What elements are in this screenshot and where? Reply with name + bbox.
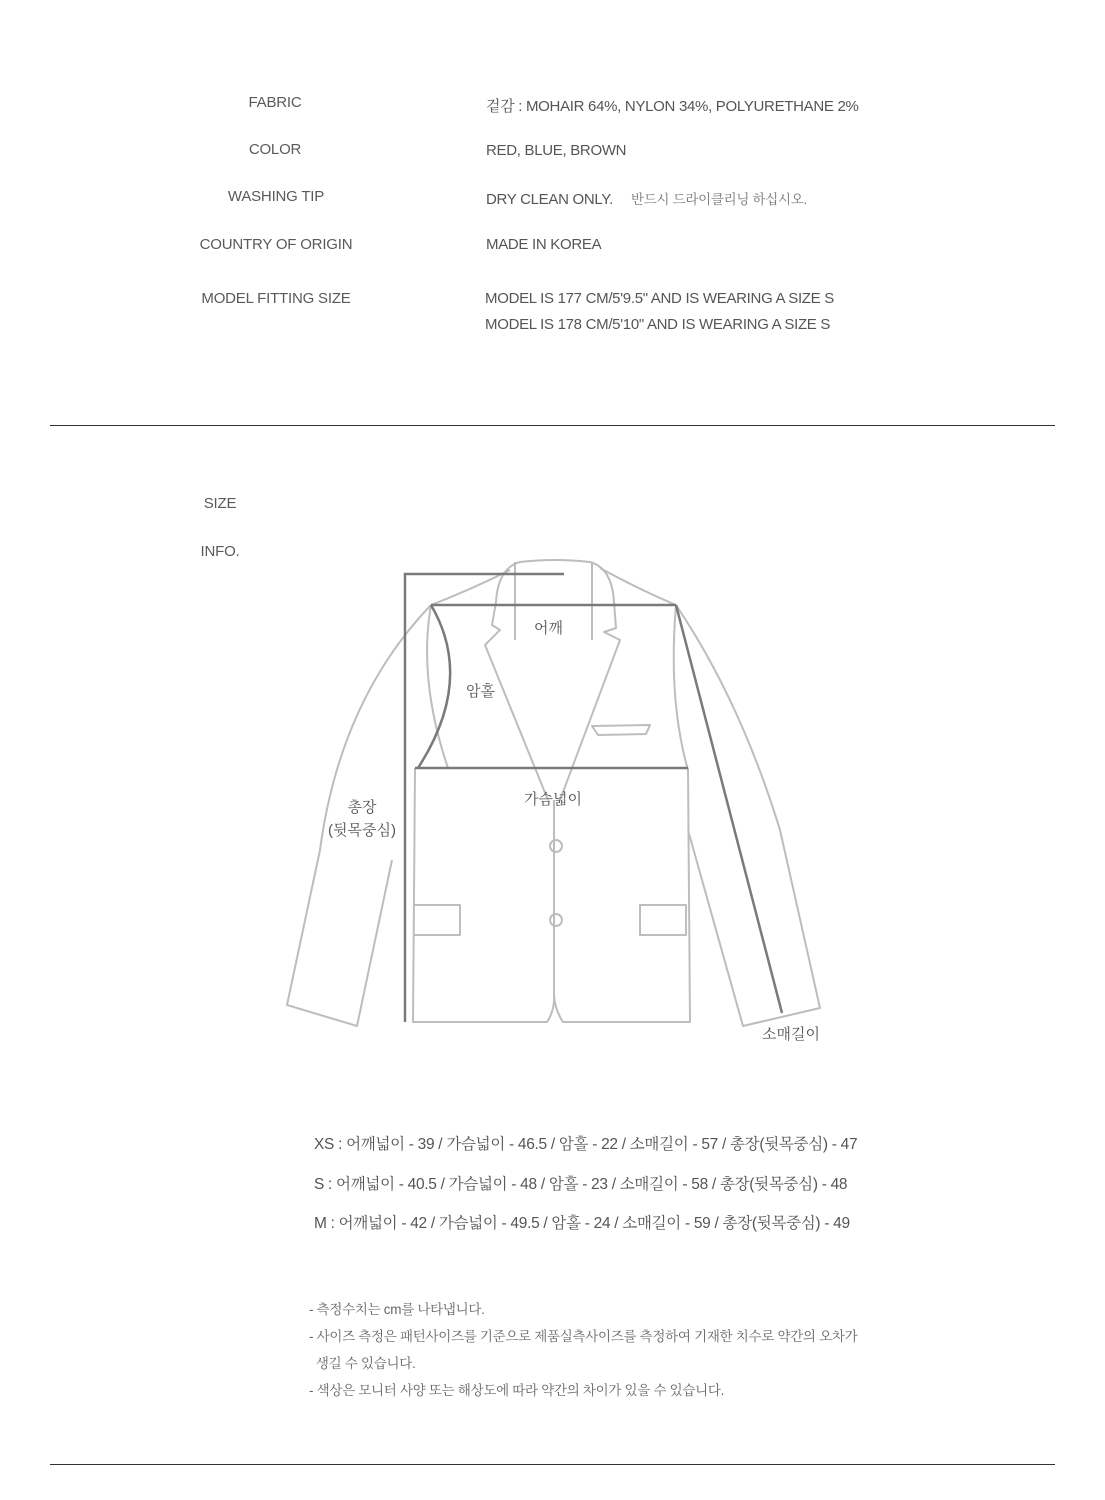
note-1: - 측정수치는 cm를 나타냅니다. xyxy=(309,1302,485,1317)
spec-value-fabric: 겉감 : MOHAIR 64%, NYLON 34%, POLYURETHANE 2% xyxy=(486,98,859,115)
spec-value-model-fitting-2: MODEL IS 178 CM/5'10" AND IS WEARING A SIZE S xyxy=(485,316,831,333)
spec-label-model-fitting-size: MODEL FITTING SIZE xyxy=(201,290,351,307)
spec-label-washing-tip: WASHING TIP xyxy=(227,188,325,205)
size-row-m: M : 어깨넓이 - 42 / 가슴넓이 - 49.5 / 암홀 - 24 / 소매길이 - 59 / 총장(뒷목중심) - 49 xyxy=(314,1215,850,1232)
note-3: 생길 수 있습니다. xyxy=(309,1356,416,1371)
spec-label-country-of-origin: COUNTRY OF ORIGIN xyxy=(199,236,353,253)
diagram-label-length-2: (뒷목중심) xyxy=(328,822,396,839)
size-row-xs: XS : 어깨넓이 - 39 / 가슴넓이 - 46.5 / 암홀 - 22 / 소매길이 - 57 / 총장(뒷목중심) - 47 xyxy=(314,1136,858,1153)
spec-value-model-fitting-1: MODEL IS 177 CM/5'9.5" AND IS WEARING A SIZE S xyxy=(485,290,834,307)
spec-value-country-of-origin: MADE IN KOREA xyxy=(486,236,602,253)
diagram-label-sleeve: 소매길이 xyxy=(762,1026,820,1043)
spec-label-fabric: FABRIC xyxy=(248,94,302,111)
note-4: - 색상은 모니터 사양 또는 해상도에 따라 약간의 차이가 있을 수 있습니다. xyxy=(309,1383,725,1398)
spec-label-color: COLOR xyxy=(248,141,302,158)
size-info-title-1: SIZE xyxy=(203,495,237,512)
note-2: - 사이즈 측정은 패턴사이즈를 기준으로 제품실측사이즈를 측정하여 기재한 치수로 약간의 오차가 xyxy=(309,1329,858,1344)
spec-value-color: RED, BLUE, BROWN xyxy=(486,142,627,159)
diagram-label-shoulder: 어깨 xyxy=(534,620,563,637)
diagram-label-armhole: 암홀 xyxy=(466,683,495,700)
divider-bottom xyxy=(50,1464,1055,1465)
diagram-label-chest: 가슴넓이 xyxy=(524,791,582,808)
size-row-s: S : 어깨넓이 - 40.5 / 가슴넓이 - 48 / 암홀 - 23 / 소매길이 - 58 / 총장(뒷목중심) - 48 xyxy=(314,1176,848,1193)
diagram-label-length-1: 총장 xyxy=(347,799,377,816)
washing-tip-en: DRY CLEAN ONLY. xyxy=(486,191,613,208)
size-info-title-2: INFO. xyxy=(200,543,240,560)
washing-tip-kr: 반드시 드라이클리닝 하십시오. xyxy=(630,192,807,207)
